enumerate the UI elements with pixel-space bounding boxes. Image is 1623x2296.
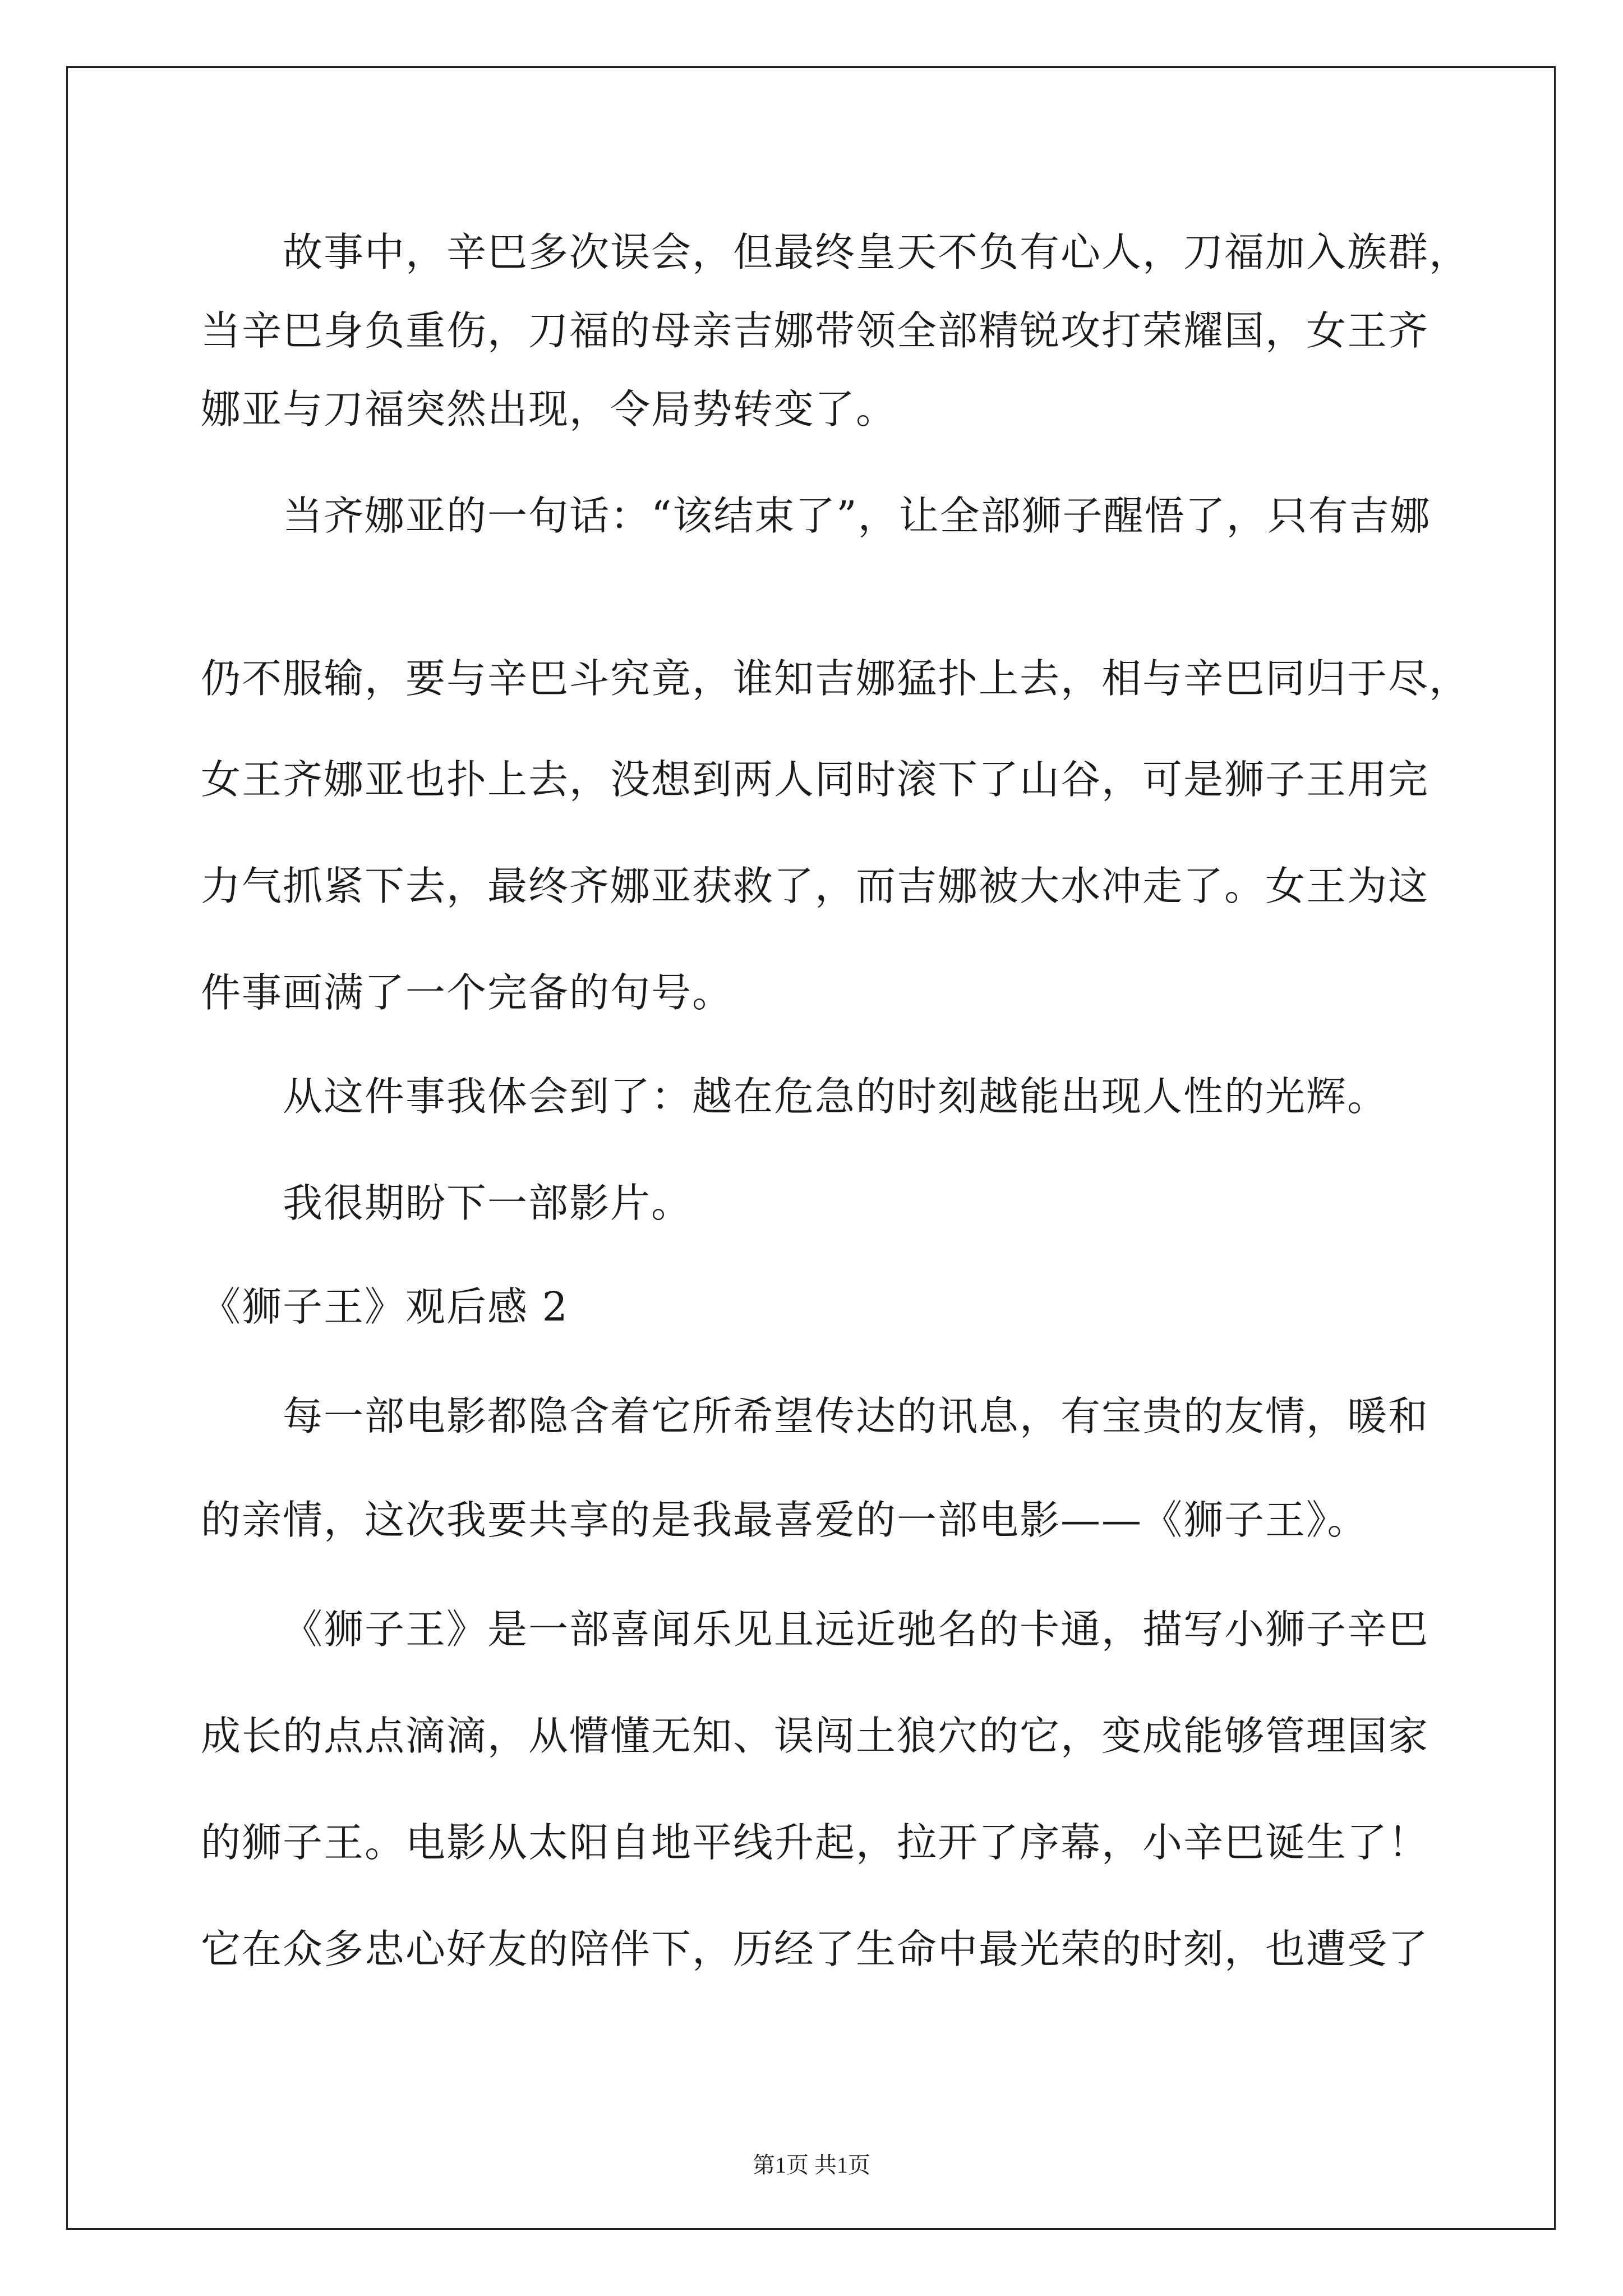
text-line: 故事中，辛巴多次误会，但最终皇天不负有心人，刀福加入族群，: [283, 229, 1470, 275]
text-line: 《狮子王》是一部喜闻乐见且远近驰名的卡通，描写小狮子辛巴: [283, 1606, 1430, 1653]
section-heading: 《狮子王》观后感 2: [201, 1283, 569, 1330]
text-line: 当辛巴身负重伤，刀福的母亲吉娜带领全部精锐攻打荣耀国，女王齐: [201, 307, 1430, 354]
text-line: 女王齐娜亚也扑上去，没想到两人同时滚下了山谷，可是狮子王用完: [201, 756, 1430, 803]
text-line: 力气抓紧下去，最终齐娜亚获救了，而吉娜被大水冲走了。女王为这: [201, 863, 1430, 909]
text-line: 它在众多忠心好友的陪伴下，历经了生命中最光荣的时刻，也遭受了: [201, 1926, 1430, 1972]
text-line: 成长的点点滴滴，从懵懂无知、误闯土狼穴的它，变成能够管理国家: [201, 1713, 1430, 1759]
text-line: 每一部电影都隐含着它所希望传达的讯息，有宝贵的友情，暖和: [283, 1393, 1430, 1439]
text-line: 我很期盼下一部影片。: [283, 1180, 693, 1226]
text-line: 当齐娜亚的一句话：“该结束了”，让全部狮子醒悟了，只有吉娜: [283, 493, 1431, 539]
text-line: 的狮子王。电影从太阳自地平线升起，拉开了序幕，小辛巴诞生了！: [201, 1819, 1430, 1866]
text-line: 件事画满了一个完备的句号。: [201, 969, 734, 1016]
text-line: 的亲情，这次我要共享的是我最喜爱的一部电影——《狮子王》。: [201, 1497, 1368, 1543]
text-line: 娜亚与刀福突然出现，令局势转变了。: [201, 386, 897, 432]
text-line: 从这件事我体会到了：越在危急的时刻越能出现人性的光辉。: [283, 1073, 1389, 1120]
page-number-footer: 第1页 共1页: [753, 2152, 870, 2178]
text-line: 仍不服输，要与辛巴斗究竟，谁知吉娜猛扑上去，相与辛巴同归于尽，: [201, 655, 1470, 702]
